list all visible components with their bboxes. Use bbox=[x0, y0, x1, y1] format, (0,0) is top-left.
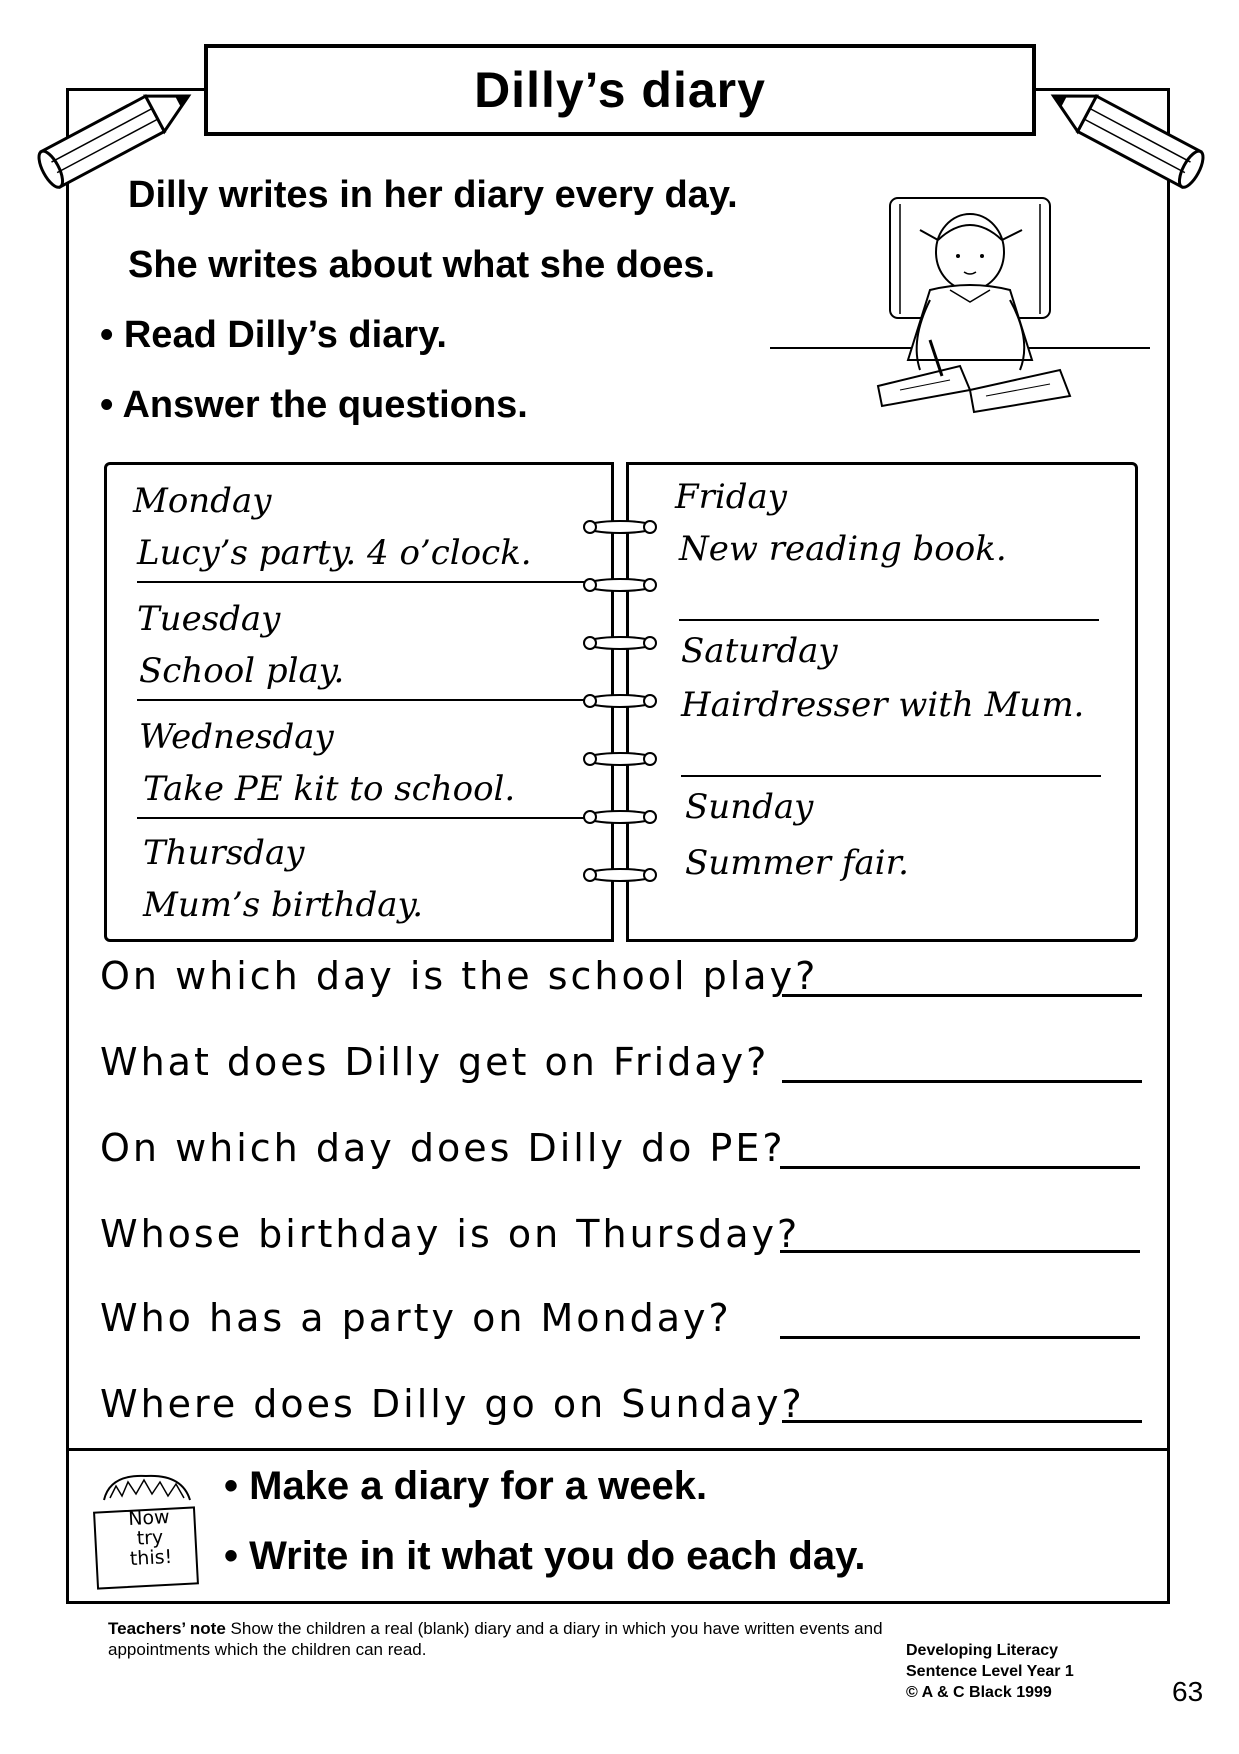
diary-rule bbox=[137, 817, 591, 819]
answer-line-4[interactable] bbox=[780, 1250, 1140, 1253]
intro-line-2: She writes about what she does. bbox=[128, 244, 716, 286]
credit-line-3: © A & C Black 1999 bbox=[906, 1684, 1052, 1701]
diary-day-monday: Monday bbox=[133, 481, 272, 521]
spiral-ring-icon bbox=[582, 808, 658, 826]
intro-line-1: Dilly writes in her diary every day. bbox=[128, 174, 738, 216]
now-try-line-3: this! bbox=[129, 1545, 173, 1571]
girl-writing-icon bbox=[770, 190, 1170, 420]
diary-entry-thursday: Mum’s birthday. bbox=[143, 885, 424, 925]
diary-entry-sunday: Summer fair. bbox=[685, 843, 909, 883]
spiral-ring-icon bbox=[582, 576, 658, 594]
answer-line-3[interactable] bbox=[780, 1166, 1140, 1169]
spiral-ring-icon bbox=[582, 750, 658, 768]
diary-entry-tuesday: School play. bbox=[139, 651, 345, 691]
pencil-right-icon bbox=[1030, 78, 1220, 190]
answer-line-5[interactable] bbox=[780, 1336, 1140, 1339]
diary bbox=[96, 462, 1146, 946]
teachers-note-text: Show the children a real (blank) diary and a diary in which you have written events and appointments which the children can read. bbox=[108, 1619, 883, 1659]
question-3: On which day does Dilly do PE? bbox=[100, 1126, 786, 1170]
spiral-ring-icon bbox=[582, 518, 658, 536]
question-5: Who has a party on Monday? bbox=[100, 1296, 732, 1340]
diary-rule bbox=[137, 699, 591, 701]
credits bbox=[906, 1640, 1074, 1703]
diary-rule bbox=[681, 775, 1101, 777]
diary-left-page bbox=[104, 462, 614, 942]
section-divider bbox=[66, 1448, 1170, 1451]
diary-day-wednesday: Wednesday bbox=[139, 717, 334, 757]
spiral-ring-icon bbox=[582, 634, 658, 652]
now-try-line-2: try bbox=[136, 1526, 164, 1550]
diary-rule bbox=[679, 619, 1099, 621]
answer-line-6[interactable] bbox=[782, 1420, 1142, 1423]
spiral-ring-icon bbox=[582, 866, 658, 884]
teachers-note bbox=[108, 1618, 908, 1660]
diary-day-thursday: Thursday bbox=[143, 833, 305, 873]
teachers-note-label: Teachers’ note bbox=[108, 1619, 226, 1638]
task-2: • Write in it what you do each day. bbox=[224, 1534, 866, 1578]
diary-day-saturday: Saturday bbox=[681, 631, 838, 671]
diary-day-friday: Friday bbox=[675, 477, 787, 517]
diary-entry-friday: New reading book. bbox=[679, 529, 1007, 569]
instruction-answer: • Answer the questions. bbox=[100, 384, 528, 426]
now-try-line-1: Now bbox=[127, 1505, 171, 1531]
diary-right-page bbox=[626, 462, 1138, 942]
question-4: Whose birthday is on Thursday? bbox=[100, 1212, 801, 1256]
credit-line-1: Developing Literacy bbox=[906, 1642, 1059, 1659]
question-1: On which day is the school play? bbox=[100, 954, 819, 998]
page-number: 63 bbox=[1172, 1676, 1204, 1707]
question-6: Where does Dilly go on Sunday? bbox=[100, 1382, 805, 1426]
diary-entry-saturday: Hairdresser with Mum. bbox=[681, 685, 1085, 725]
answer-line-2[interactable] bbox=[782, 1080, 1142, 1083]
diary-entry-wednesday: Take PE kit to school. bbox=[143, 769, 516, 809]
answer-line-1[interactable] bbox=[782, 994, 1142, 997]
instruction-read: • Read Dilly’s diary. bbox=[100, 314, 447, 356]
now-try-this-badge bbox=[90, 1470, 210, 1590]
question-2: What does Dilly get on Friday? bbox=[100, 1040, 770, 1084]
diary-rule bbox=[137, 581, 591, 583]
credit-line-2: Sentence Level Year 1 bbox=[906, 1663, 1074, 1680]
page-title: Dilly’s diary bbox=[204, 44, 1036, 136]
diary-day-sunday: Sunday bbox=[685, 787, 814, 827]
task-1: • Make a diary for a week. bbox=[224, 1464, 708, 1508]
spiral-ring-icon bbox=[582, 692, 658, 710]
diary-day-tuesday: Tuesday bbox=[137, 599, 281, 639]
diary-entry-monday: Lucy’s party. 4 o’clock. bbox=[137, 533, 532, 573]
